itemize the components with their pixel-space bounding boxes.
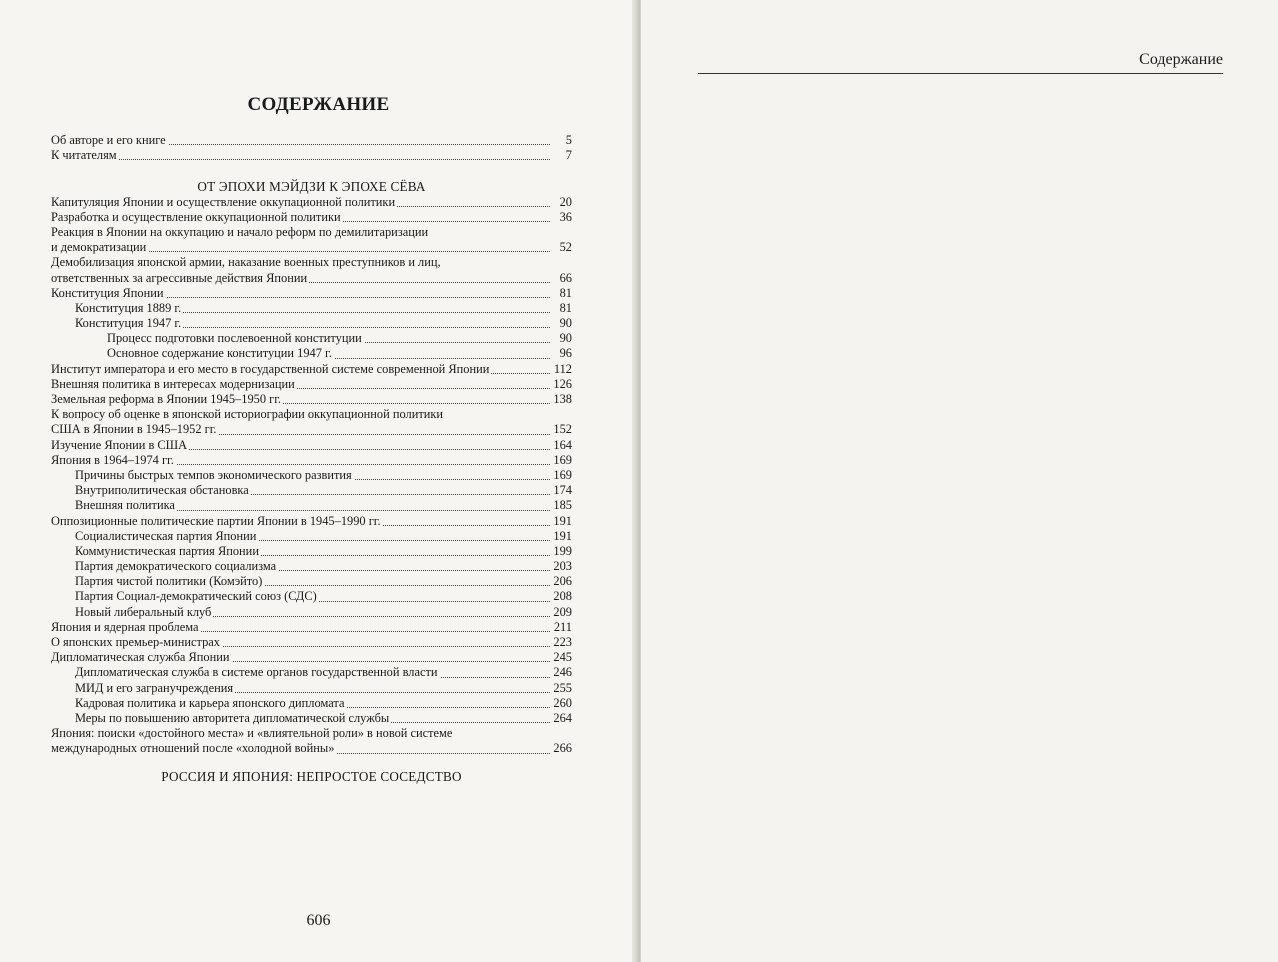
- toc-entry-title: Институт императора и его место в государственной системе современной Японии: [51, 361, 490, 376]
- toc-page-number: 169: [553, 467, 572, 482]
- toc-entry: [51, 407, 572, 422]
- toc-entry-title: Конституция 1889 г.: [75, 300, 182, 315]
- toc-page-number: 96: [559, 346, 572, 361]
- toc-entry: [51, 148, 572, 163]
- toc-entry-title: Япония: поиски «достойного места» и «влиятельной роли» в новой системе: [51, 726, 453, 741]
- toc-entry: [51, 301, 572, 316]
- toc-entry-title: Партия чистой политики (Комэйто): [75, 574, 263, 589]
- toc-entry-title: Япония в 1964–1974 гг.: [51, 452, 174, 467]
- toc-entry-title: Кадровая политика и карьера японского дипломата: [75, 695, 345, 710]
- toc-entry-title: Изучение Японии в США: [51, 437, 188, 452]
- toc-entry: [51, 665, 572, 680]
- toc-page-number: 245: [553, 650, 572, 665]
- toc-entry-title: международных отношений после «холодной войны»: [51, 741, 335, 756]
- toc-page-number: 208: [553, 589, 572, 604]
- toc-entry: [51, 331, 572, 346]
- toc-entry: [51, 362, 572, 377]
- toc-entry-title: Дипломатическая служба Японии: [51, 650, 230, 665]
- dot-leader: [51, 159, 550, 160]
- toc-entry: [51, 377, 572, 392]
- toc-entry-title: Причины быстрых темпов экономического развития: [75, 467, 352, 482]
- toc-entry: [51, 240, 572, 255]
- toc-page-number: 52: [559, 240, 572, 255]
- toc-entry-title: Реакция в Японии на оккупацию и начало реформ по демилитаризации: [51, 224, 429, 239]
- toc-entry: [51, 346, 572, 361]
- toc-left: [51, 133, 572, 784]
- toc-entry: [51, 605, 572, 620]
- toc-entry: [51, 422, 572, 437]
- spacer: [51, 171, 572, 179]
- toc-entry: [51, 133, 572, 148]
- toc-entry: [51, 696, 572, 711]
- toc-page-number: 260: [553, 695, 572, 710]
- toc-entry-title: Разработка и осуществление оккупационной политики: [51, 209, 341, 224]
- toc-entry-title: Основное содержание конституции 1947 г.: [107, 346, 332, 361]
- toc-entry-title: Капитуляция Японии и осуществление оккупационной политики: [51, 194, 396, 209]
- toc-entry-title: Дипломатическая служба в системе органов государственной власти: [75, 665, 438, 680]
- left-page: [0, 0, 637, 962]
- toc-entry: [51, 514, 572, 529]
- toc-entry: [51, 468, 572, 483]
- spacer: [51, 757, 572, 765]
- toc-entry: [51, 711, 572, 726]
- toc-entry-title: К вопросу об оценке в японской историографии оккупационной политики: [51, 407, 444, 422]
- toc-entry-title: Конституция Японии: [51, 285, 164, 300]
- toc-entry-title: Демобилизация японской армии, наказание военных преступников и лиц,: [51, 255, 441, 270]
- toc-entry-title: МИД и его загранучреждения: [75, 680, 234, 695]
- toc-entry: [51, 589, 572, 604]
- toc-page-number: 169: [553, 452, 572, 467]
- toc-page-number: 246: [553, 665, 572, 680]
- toc-entry: [51, 453, 572, 468]
- toc-entry: [51, 529, 572, 544]
- toc-page-number: 90: [559, 331, 572, 346]
- toc-page-number: 203: [553, 559, 572, 574]
- toc-page-number: 191: [553, 528, 572, 543]
- toc-page-number: 164: [553, 437, 572, 452]
- toc-entry: [51, 286, 572, 301]
- toc-page-number: 209: [553, 604, 572, 619]
- toc-page-number: 264: [553, 710, 572, 725]
- toc-page-number: 90: [559, 316, 572, 331]
- toc-entry-title: Коммунистическая партия Японии: [75, 543, 259, 558]
- toc-entry: [51, 741, 572, 756]
- toc-entry: [51, 544, 572, 559]
- page-title: СОДЕРЖАНИЕ: [247, 94, 390, 115]
- running-head: Содержание: [1139, 51, 1223, 68]
- toc-entry-title: Партия Социал-демократический союз (СДС): [75, 589, 317, 604]
- toc-entry-title: Внешняя политика: [75, 498, 175, 513]
- toc-page-number: 206: [553, 574, 572, 589]
- toc-entry-title: Новый либеральный клуб: [75, 604, 212, 619]
- toc-entry: [51, 726, 572, 741]
- toc-entry-title: Процесс подготовки послевоенной конституции: [107, 331, 362, 346]
- section-heading: РОССИЯ И ЯПОНИЯ: НЕПРОСТОЕ СОСЕДСТВО: [161, 768, 462, 784]
- toc-page-number: 20: [559, 194, 572, 209]
- toc-entry-title: США в Японии в 1945–1952 гг.: [51, 422, 217, 437]
- toc-page-number: 126: [553, 376, 572, 391]
- toc-entry: [51, 271, 572, 286]
- right-page: [641, 0, 1278, 962]
- toc-page-number: 7: [565, 148, 572, 163]
- page-number: 606: [306, 912, 331, 929]
- toc-entry: [51, 574, 572, 589]
- toc-page-number: 191: [553, 513, 572, 528]
- toc-entry-title: ответственных за агрессивные действия Японии: [51, 270, 308, 285]
- toc-entry-title: Социалистическая партия Японии: [75, 528, 257, 543]
- toc-entry: [51, 498, 572, 513]
- toc-entry-title: Конституция 1947 г.: [75, 316, 182, 331]
- toc-page-number: 66: [559, 270, 572, 285]
- toc-entry-title: Внешняя политика в интересах модернизации: [51, 376, 295, 391]
- toc-page-number: 174: [553, 483, 572, 498]
- toc-page-number: 223: [553, 635, 572, 649]
- toc-entry-title: и демократизации: [51, 240, 147, 255]
- toc-page-number: 81: [559, 300, 572, 315]
- toc-entry-title: Япония и ядерная проблема: [51, 619, 199, 634]
- toc-entry: [51, 681, 572, 696]
- toc-entry: [51, 195, 572, 210]
- toc-page-number: 81: [559, 285, 572, 300]
- toc-entry: [51, 392, 572, 407]
- toc-entry-title: Оппозиционные политические партии Японии в 1945–1990 гг.: [51, 513, 381, 528]
- toc-entry: [51, 650, 572, 665]
- toc-page-number: 5: [565, 133, 572, 147]
- toc-page-number: 199: [553, 543, 572, 558]
- toc-page-number: 112: [553, 361, 572, 376]
- toc-entry: [51, 559, 572, 574]
- spacer: [51, 163, 572, 171]
- toc-entry: [51, 255, 572, 270]
- section-heading: ОТ ЭПОХИ МЭЙДЗИ К ЭПОХЕ СЁВА: [197, 179, 426, 195]
- toc-entry-title: Внутриполитическая обстановка: [75, 483, 249, 498]
- toc-entry-title: К читателям: [51, 148, 117, 163]
- toc-entry-title: Земельная реформа в Японии 1945–1950 гг.: [51, 392, 281, 406]
- toc-page-number: 138: [553, 392, 572, 406]
- toc-entry: [51, 225, 572, 240]
- toc-entry-title: Об авторе и его книге: [51, 133, 166, 147]
- toc-entry: [51, 438, 572, 453]
- toc-page-number: 185: [553, 498, 572, 513]
- toc-entry: [51, 635, 572, 650]
- toc-page-number: 36: [559, 209, 572, 224]
- toc-page-number: 152: [553, 422, 572, 437]
- toc-entry-title: Партия демократического социализма: [75, 559, 277, 574]
- header-rule: [698, 73, 1223, 74]
- toc-page-number: 211: [553, 619, 572, 634]
- toc-entry-title: О японских премьер-министрах: [51, 635, 220, 649]
- toc-page-number: 255: [553, 680, 572, 695]
- toc-entry: [51, 620, 572, 635]
- toc-entry: [51, 483, 572, 498]
- toc-entry: [51, 316, 572, 331]
- toc-entry: [51, 210, 572, 225]
- toc-entry-title: Меры по повышению авторитета дипломатической службы: [75, 710, 390, 725]
- toc-page-number: 266: [553, 741, 572, 756]
